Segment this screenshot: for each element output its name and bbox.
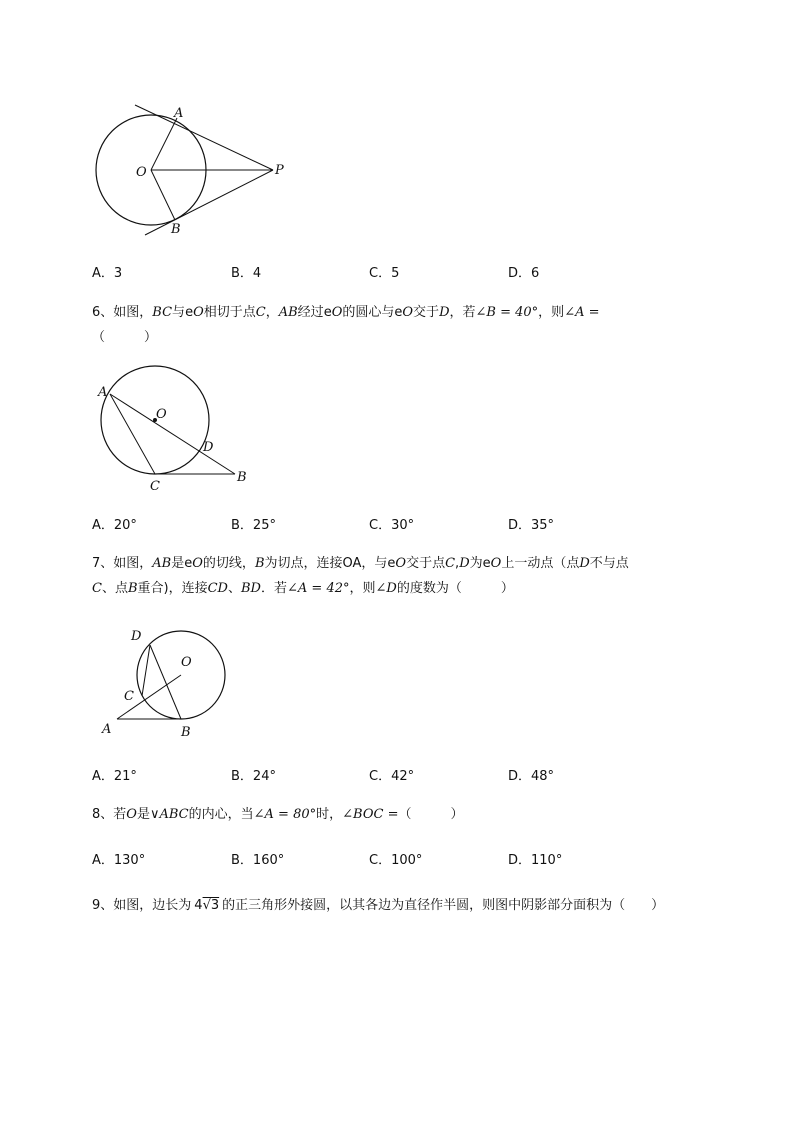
q6-segment-ab [110,394,235,474]
q6-label-b: B [237,470,247,485]
q8-option-a: A．130° [92,853,146,868]
q6-answer-paren: （ ） [92,330,158,345]
q8-option-d: D．110° [508,853,563,868]
q8-option-c: C．100° [369,853,423,868]
q7-label-d: D [131,629,142,644]
q5-option-c: C．5 [369,266,400,281]
q8-option-b: B．160° [231,853,285,868]
q7-question-line1: 7、如图，AB是eO的切线，B为切点，连接OA，与eO交于点C,D为eO上一动点（点D不与点 [92,556,629,571]
q7-label-a: A [102,722,112,737]
q5-label-p: P [275,163,284,178]
q7-question-line2: C、点B重合)，连接CD、BD．若∠A = 42°，则∠D的度数为（ ） [92,581,514,596]
q5-tangent-lower [145,170,273,235]
q5-option-b: B．4 [231,266,262,281]
q6-option-c: C．30° [369,518,415,533]
q7-segment-bd [150,645,181,719]
q6-label-c: C [150,479,160,494]
q6-label-a: A [98,385,108,400]
q6-option-a: A．20° [92,518,137,533]
q7-option-a: A．21° [92,769,137,784]
q7-option-c: C．42° [369,769,415,784]
q7-option-b: B．24° [231,769,276,784]
q7-label-o: O [181,655,192,670]
q8-question: 8、若O是∨ABC的内心，当∠A = 80°时，∠BOC =（ ） [92,807,464,822]
q7-label-c: C [124,689,134,704]
q6-figure [92,362,262,497]
q6-segment-ac [110,394,155,474]
q7-label-b: B [181,725,191,740]
q5-label-a: A [174,106,184,121]
q5-figure [85,100,295,240]
q5-option-a: A．3 [92,266,123,281]
q6-option-b: B．25° [231,518,276,533]
q5-option-d: D．6 [508,266,540,281]
q5-label-b: B [171,222,181,237]
q7-option-d: D．48° [508,769,555,784]
q5-segment-oa [151,118,177,170]
q6-question-line1: 6、如图，BC与eO相切于点C，AB经过eO的圆心与eO交于D，若∠B = 40°，则∠A = [92,305,600,320]
q6-label-d: D [203,440,214,455]
q6-label-o: O [156,407,167,422]
q7-figure [95,622,235,742]
q5-label-o: O [136,165,147,180]
q6-option-d: D．35° [508,518,555,533]
q9-question: 9、如图，边长为 4√3 的正三角形外接圆，以其各边为直径作半圆，则图中阴影部分面积为（ ） [92,898,665,913]
q5-segment-ob [151,170,175,220]
